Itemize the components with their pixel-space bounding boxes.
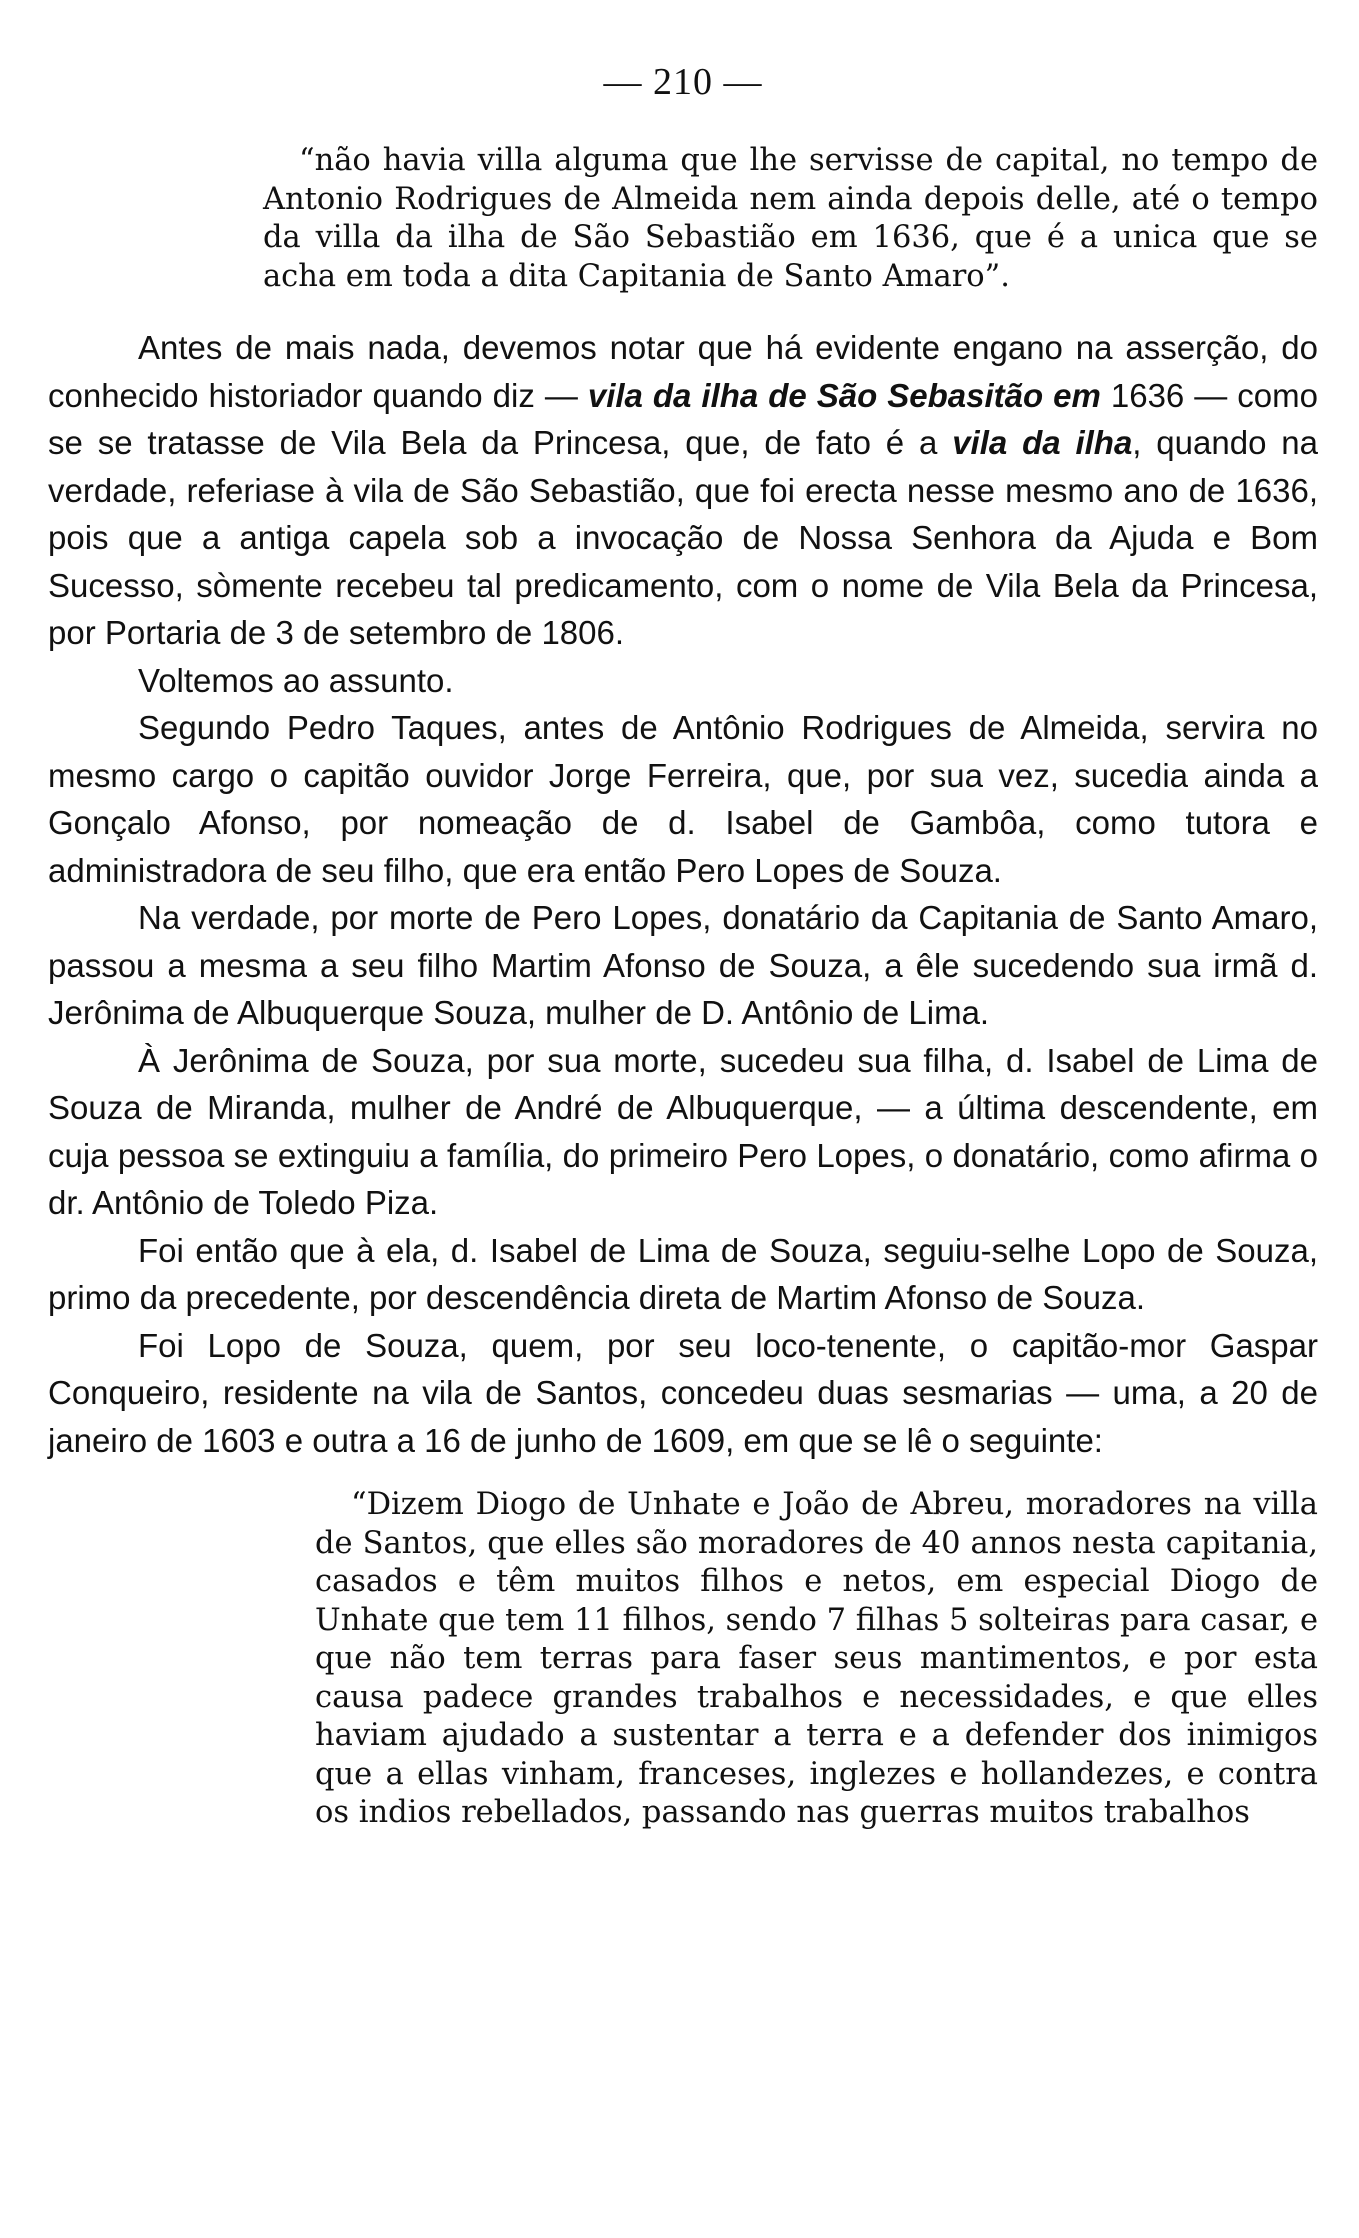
page-number: — 210 — [603,61,763,103]
paragraph-1-italic-d: vila da ilha [952,424,1133,461]
paragraph-7: Foi Lopo de Souza, quem, por seu loco-tenente, o capitão-mor Gaspar Conqueiro, residente na vila de Santos, concedeu duas sesmarias — uma, a 20 de janeiro de 1603 e outra a 16 de junho de 1609, em que se lê o seguinte: [48,1326,1318,1459]
paragraph-5: À Jerônima de Souza, por sua morte, sucedeu sua filha, d. Isabel de Lima de Souza de Miranda, mulher de André de Albuquerque, — a última descendente, em cuja pessoa se extinguiu a família, do primeiro Pero Lopes, o donatário, como afirma o dr. Antônio de Toledo Piza. [48,1041,1318,1221]
paragraph-2: Voltemos ao assunto. [138,661,454,699]
paragraph-1-part-c: 1636 — como se se tratasse de Vila Bela da Princesa, que, de fato é a [48,376,1318,461]
paragraph-6: Foi então que à ela, d. Isabel de Lima de Souza, seguiu-selhe Lopo de Souza, primo da precedente, por descendência direta de Martim Afonso de Souza. [48,1231,1318,1316]
body-text [48,324,1318,1464]
paragraph-1 [48,324,1318,657]
document-page [48,60,1318,1833]
block-quote-1 [263,142,1318,296]
paragraph-1-part-e: , quando na verdade, referiase à vila de São Sebastião, que foi erecta nesse mesmo ano de 1636, pois que a antiga capela sob a invocação de Nossa Senhora da Ajuda e Bom Sucesso, sòmente recebeu tal predicamento, com o nome de Vila Bela da Princesa, por Portaria de 3 de setembro de 1806. [48,424,1318,651]
paragraph-1-part-a: Antes de mais nada, devemos notar que há evidente engano na asserção, do conhecido historiador quando diz — [48,329,1318,414]
block-quote-2 [315,1486,1318,1833]
quote-paragraph: “Dizem Diogo de Unhate e João de Abreu, moradores na villa de Santos, que elles são moradores de 40 annos nesta capitania, casados e têm muitos filhos e netos, em especial Diogo de Unhate que tem 11 filhos, sendo 7 filhas 5 solteiras para casar, e que não tem terras para faser seus mantimentos, e por esta causa padece grandes trabalhos e necessidades, e que elles haviam ajudado a sustentar a terra e a defender dos inimigos que a ellas vinham, franceses, inglezes e hollandezes, e contra os indios rebellados, passando nas guerras muitos trabalhos [315,1487,1318,1830]
paragraph-3: Segundo Pedro Taques, antes de Antônio Rodrigues de Almeida, servira no mesmo cargo o capitão ouvidor Jorge Ferreira, que, por sua vez, sucedia ainda a Gonçalo Afonso, por nomeação de d. Isabel de Gambôa, como tutora e administradora de seu filho, que era então Pero Lopes de Souza. [48,709,1318,889]
quote-paragraph: “não havia villa alguma que lhe servisse de capital, no tempo de Antonio Rodrigues de Almeida nem ainda depois delle, até o tempo da villa da ilha de São Sebastião em 1636, que é a unica que se acha em toda a dita Capitania de Santo Amaro”. [263,143,1318,294]
paragraph-4: Na verdade, por morte de Pero Lopes, donatário da Capitania de Santo Amaro, passou a mesma a seu filho Martim Afonso de Souza, a êle sucedendo sua irmã d. Jerônima de Albuquerque Souza, mulher de D. Antônio de Lima. [48,899,1318,1031]
paragraph-1-italic-b: vila da ilha de São Sebasitão em [587,376,1101,414]
